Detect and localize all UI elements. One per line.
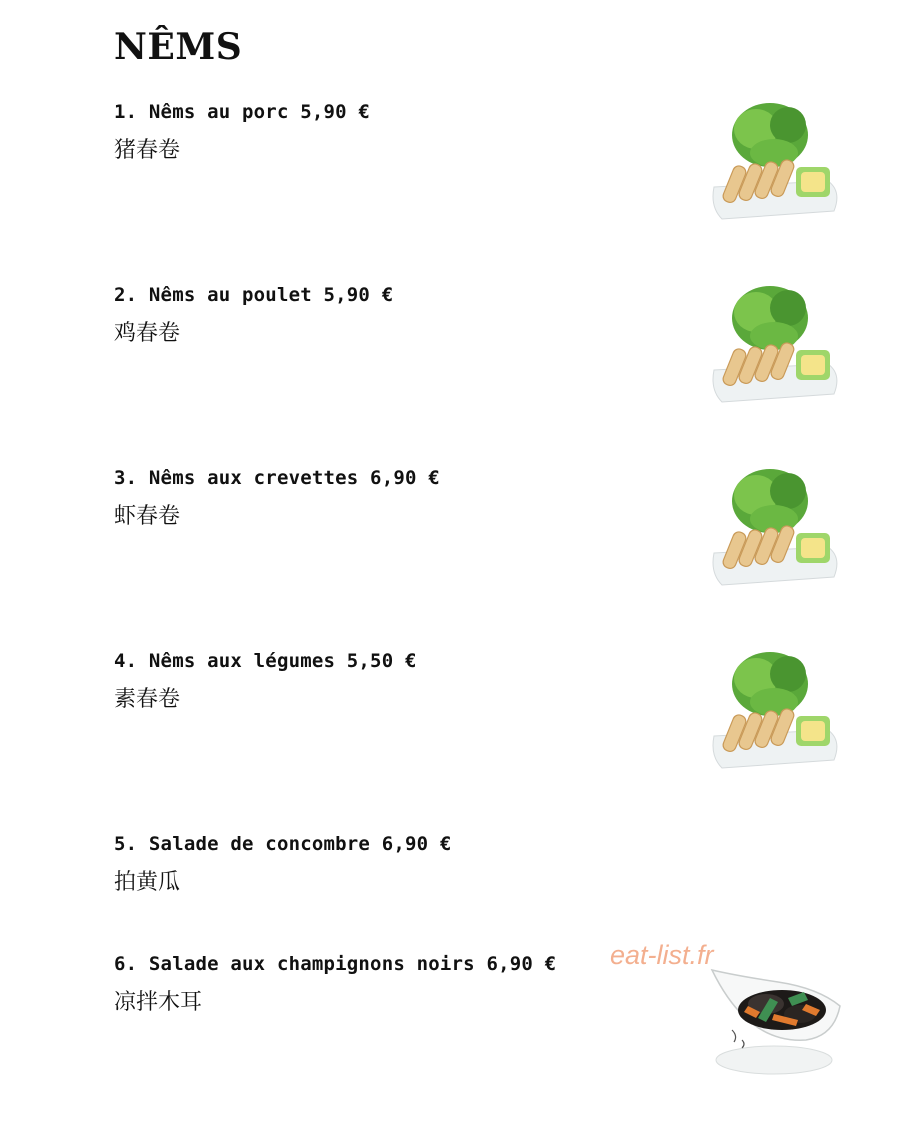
menu-item [114,649,674,713]
menu-item-chinese-name: 拍黄瓜 [114,870,181,895]
menu-item-label: 1. Nêms au porc 5,90 € [114,101,371,123]
menu-item [114,952,674,1016]
menu-item-label: 3. Nêms aux crevettes 6,90 € [114,467,440,489]
spring-rolls-plate-icon [708,95,842,227]
menu-item [114,283,674,347]
spring-rolls-plate-icon [708,644,842,776]
watermark: eat-list.fr [610,940,714,970]
menu-item [114,832,674,896]
menu-item-label: 4. Nêms aux légumes 5,50 € [114,650,417,672]
section-title: NÊMS [114,26,243,68]
menu-item-label: 6. Salade aux champignons noirs 6,90 € [114,953,557,975]
menu-item-chinese-name: 猪春卷 [114,138,181,163]
spring-rolls-plate-icon [708,461,842,593]
menu-item [114,100,674,164]
menu-item-chinese-name: 虾春卷 [114,504,181,529]
menu-item [114,466,674,530]
menu-item-label: 2. Nêms au poulet 5,90 € [114,284,394,306]
mushroom-salad-bowl-icon [708,948,842,1080]
menu-item-chinese-name: 鸡春卷 [114,321,181,346]
menu-item-chinese-name: 凉拌木耳 [114,990,203,1015]
menu-item-label: 5. Salade de concombre 6,90 € [114,833,452,855]
menu-item-chinese-name: 素春卷 [114,687,181,712]
spring-rolls-plate-icon [708,278,842,410]
